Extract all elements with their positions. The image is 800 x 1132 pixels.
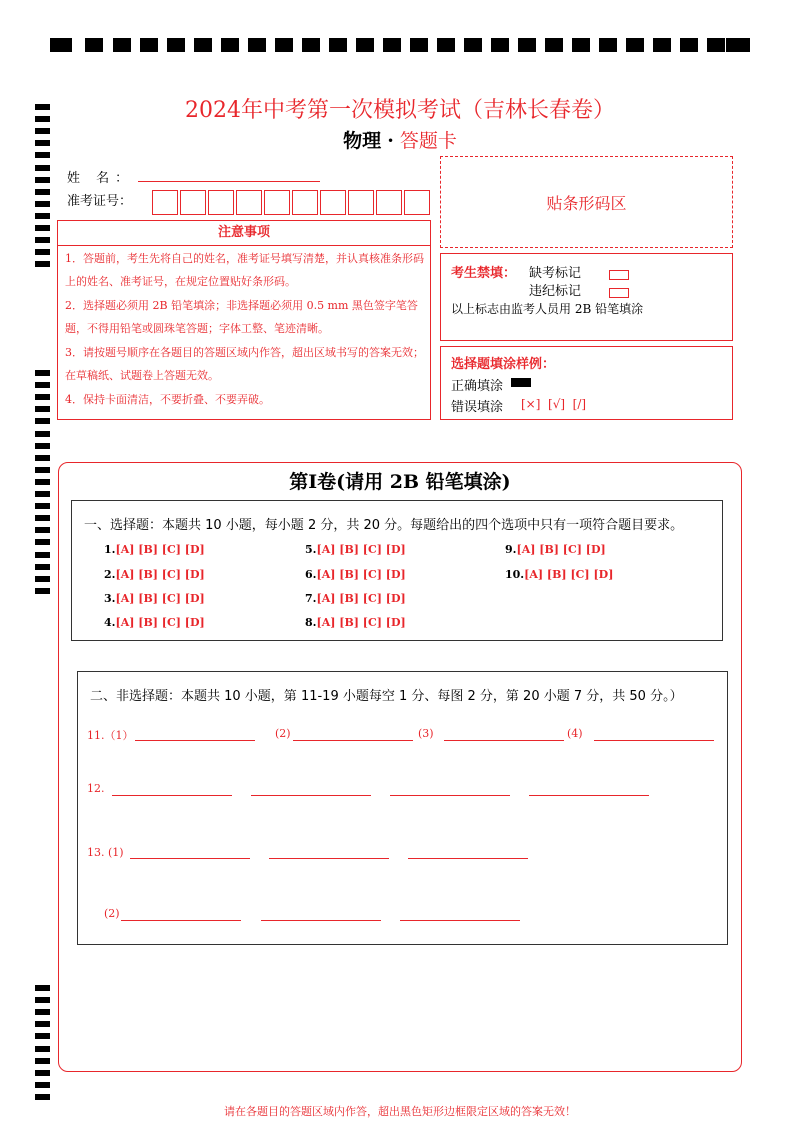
timing-mark xyxy=(35,1046,50,1052)
timing-mark xyxy=(35,985,50,991)
notice-item-2: 2．选择题必须用 2B 铅笔填涂；非选择题必须用 0.5 mm 黑色签字笔答题，不得用铅笔或圆珠笔答题；字体工整、笔迹清晰。 xyxy=(65,299,418,335)
mcq-question[interactable]: 5.[A] [B] [C] [D] xyxy=(305,543,406,556)
timing-mark xyxy=(35,418,50,424)
mcq-question[interactable]: 1.[A] [B] [C] [D] xyxy=(104,543,205,556)
id-digit-box[interactable] xyxy=(376,190,402,215)
timing-mark xyxy=(35,564,50,570)
mcq-question[interactable]: 7.[A] [B] [C] [D] xyxy=(305,592,406,605)
mcq-question[interactable]: 6.[A] [B] [C] [D] xyxy=(305,568,406,581)
id-digit-box[interactable] xyxy=(236,190,262,215)
card-type: 答题卡 xyxy=(399,130,457,152)
correct-fill-label: 正确填涂 xyxy=(451,379,504,394)
timing-mark xyxy=(35,515,50,521)
timing-mark xyxy=(35,443,50,449)
id-digit-box[interactable] xyxy=(208,190,234,215)
timing-mark xyxy=(35,152,50,158)
timing-mark xyxy=(35,997,50,1003)
part1-title: 第Ⅰ卷(请用 2B 铅笔填涂) xyxy=(289,471,511,493)
timing-mark xyxy=(35,201,50,207)
ban-note: 以上标志由监考人员用 2B 铅笔填涂 xyxy=(451,302,644,316)
timing-mark xyxy=(35,1082,50,1088)
barcode-area xyxy=(440,156,733,248)
id-digit-box[interactable] xyxy=(292,190,318,215)
fill-example-box xyxy=(440,346,733,420)
separator: · xyxy=(387,130,394,152)
q13-1-blank-3[interactable] xyxy=(408,858,528,859)
q13-2-blank-1[interactable] xyxy=(121,920,241,921)
timing-mark xyxy=(35,382,50,388)
timing-mark xyxy=(35,225,50,231)
q12-blank-4[interactable] xyxy=(529,795,649,796)
timing-mark xyxy=(35,249,50,255)
q11-blank-3-label: (3) xyxy=(418,727,434,740)
timing-mark xyxy=(35,588,50,594)
timing-mark xyxy=(35,213,50,219)
wrong-fill-label: 错误填涂 xyxy=(451,400,504,415)
q12-blank-1[interactable] xyxy=(112,795,232,796)
timing-mark xyxy=(35,165,50,171)
name-label: 姓 名： xyxy=(67,171,135,186)
mcq-question[interactable]: 9.[A] [B] [C] [D] xyxy=(505,543,606,556)
q13-1-blank-1[interactable] xyxy=(130,858,250,859)
q11-label: 11.（1） xyxy=(87,729,134,742)
timing-mark xyxy=(35,552,50,558)
subject-line xyxy=(0,126,800,153)
q13-2-label: (2) xyxy=(104,907,120,920)
fill-example-title: 选择题填涂样例： xyxy=(451,357,556,372)
timing-mark xyxy=(35,431,50,437)
q13-2-blank-3[interactable] xyxy=(400,920,520,921)
correct-fill-sample xyxy=(511,378,531,387)
timing-mark xyxy=(35,527,50,533)
absent-label: 缺考标记 xyxy=(529,266,582,281)
timing-mark xyxy=(35,1021,50,1027)
fill-instruction: 二、非选择题：本题共 10 小题，第 11-19 小题每空 1 分、每图 2 分，第 20 小题 7 分，共 50 分。） xyxy=(90,689,683,704)
id-digit-box[interactable] xyxy=(348,190,374,215)
q11-blank-2-label: (2) xyxy=(275,727,291,740)
id-digit-box[interactable] xyxy=(264,190,290,215)
mcq-question[interactable]: 3.[A] [B] [C] [D] xyxy=(104,592,205,605)
mcq-question[interactable]: 4.[A] [B] [C] [D] xyxy=(104,616,205,629)
q11-blank-1[interactable] xyxy=(135,740,255,741)
id-digit-box[interactable] xyxy=(152,190,178,215)
barcode-label: 贴条形码区 xyxy=(546,193,627,213)
exam-title: 2024年中考第一次模拟考试（吉林长春卷） xyxy=(185,98,615,123)
timing-mark xyxy=(35,1009,50,1015)
top-timing-marks xyxy=(50,38,750,52)
id-digit-box[interactable] xyxy=(320,190,346,215)
ban-title: 考生禁填： xyxy=(451,266,517,281)
timing-mark xyxy=(35,237,50,243)
q11-blank-4-label: (4) xyxy=(567,727,583,740)
id-digit-box[interactable] xyxy=(180,190,206,215)
q13-1-blank-2[interactable] xyxy=(269,858,389,859)
mcq-instruction: 一、选择题：本题共 10 小题，每小题 2 分，共 20 分。每题给出的四个选项中只有一项符合题目要求。 xyxy=(84,518,684,533)
timing-mark xyxy=(35,576,50,582)
id-digit-box[interactable] xyxy=(404,190,430,215)
timing-mark xyxy=(35,261,50,267)
timing-mark xyxy=(35,406,50,412)
timing-mark xyxy=(35,394,50,400)
name-field[interactable] xyxy=(138,181,320,182)
footer-warning: 请在各题目的答题区域内作答，超出黑色矩形边框限定区域的答案无效！ xyxy=(224,1105,576,1118)
absent-mark-box[interactable] xyxy=(609,264,629,283)
q13-2-blank-2[interactable] xyxy=(261,920,381,921)
notice-item-4: 4．保持卡面清洁，不要折叠、不要弄破。 xyxy=(65,393,270,406)
notice-heading: 注意事项 xyxy=(58,221,430,246)
wrong-fill-samples: [×] [√] [/] xyxy=(521,397,587,411)
q12-blank-2[interactable] xyxy=(251,795,371,796)
timing-mark xyxy=(35,539,50,545)
timing-mark xyxy=(35,1033,50,1039)
q13-label: 13. (1) xyxy=(87,846,124,859)
timing-mark xyxy=(35,455,50,461)
notice-item-3: 3．请按题号顺序在各题目的答题区域内作答，超出区域书写的答案无效；在草稿纸、试题卷上答题无效。 xyxy=(65,346,424,382)
q11-blank-3[interactable] xyxy=(444,740,564,741)
mcq-question[interactable]: 10.[A] [B] [C] [D] xyxy=(505,568,614,581)
timing-mark xyxy=(35,503,50,509)
q12-label: 12. xyxy=(87,782,105,795)
subject-name: 物理 xyxy=(343,130,382,152)
timing-mark xyxy=(35,1094,50,1100)
violation-mark-box[interactable] xyxy=(609,282,629,301)
notice-box xyxy=(57,220,431,420)
timing-mark xyxy=(35,1070,50,1076)
timing-mark xyxy=(35,1058,50,1064)
q12-blank-3[interactable] xyxy=(390,795,510,796)
timing-mark xyxy=(35,370,50,376)
id-label: 准考证号： xyxy=(67,194,133,209)
proctor-only-box xyxy=(440,253,733,341)
fill-in-section xyxy=(77,671,728,945)
mcq-question[interactable]: 8.[A] [B] [C] [D] xyxy=(305,616,406,629)
timing-mark xyxy=(35,177,50,183)
mcq-question[interactable]: 2.[A] [B] [C] [D] xyxy=(104,568,205,581)
exam-id-boxes[interactable] xyxy=(152,190,432,215)
notice-item-1: 1．答题前，考生先将自己的姓名，准考证号填写清楚，并认真核准条形码上的姓名、准考证号，在规定位置贴好条形码。 xyxy=(65,252,424,288)
q11-blank-4[interactable] xyxy=(594,740,714,741)
timing-mark xyxy=(35,189,50,195)
violation-label: 违纪标记 xyxy=(529,284,582,299)
q11-blank-2[interactable] xyxy=(293,740,413,741)
